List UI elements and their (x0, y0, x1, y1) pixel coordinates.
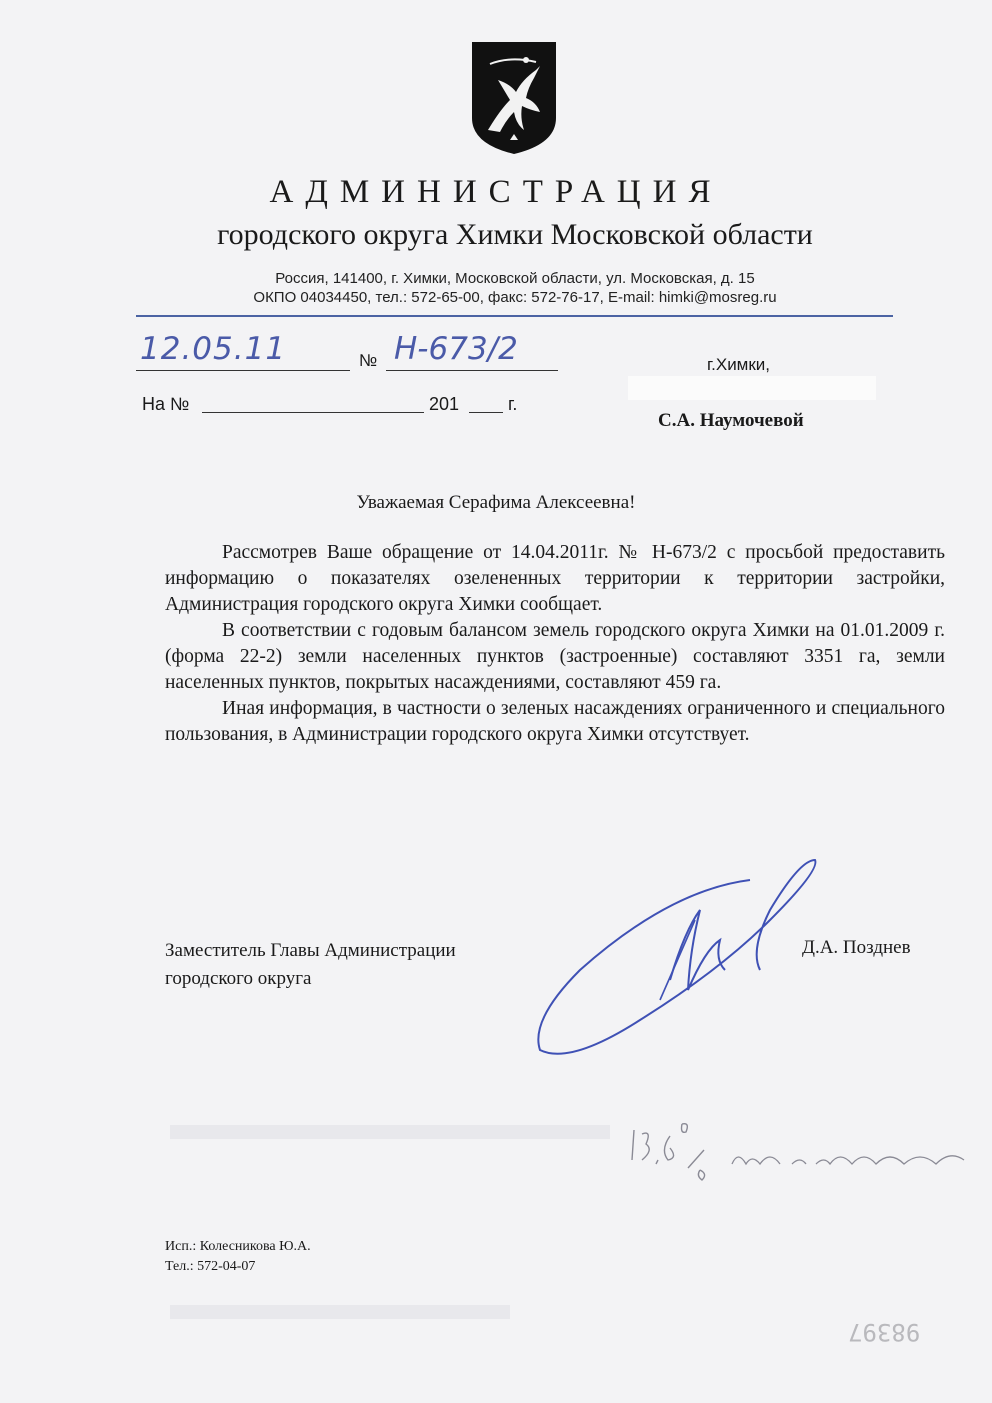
org-subtitle: городского округа Химки Московской области (217, 218, 813, 251)
redacted-area (628, 376, 876, 400)
reply-number-underline (202, 412, 424, 413)
bleed-through-text (170, 1305, 510, 1319)
greeting: Уважаемая Серафима Алексеевна! (356, 492, 636, 513)
reply-number-label: На № (142, 394, 190, 414)
executor-name: Исп.: Колесникова Ю.А. (165, 1239, 311, 1254)
body-paragraph: Рассмотрев Ваше обращение от 14.04.2011г. № Н-673/2 с просьбой предоставить информацию о показателях озелененных территории к территории застройки, Администрация городского округа Химки сообщает. (165, 542, 945, 615)
year-suffix: г. (508, 394, 518, 414)
body-paragraph: Иная информация, в частности о зеленых насаждениях ограниченного и специального пользования, в Администрации городского округа Химки отсутствует. (165, 698, 945, 745)
handwritten-number: Н-673/2 (394, 331, 518, 367)
signatory-title-line: городского округа (165, 968, 312, 989)
number-label: № (359, 351, 378, 370)
executor-phone: Тел.: 572-04-07 (165, 1259, 256, 1274)
letter-body (165, 540, 945, 748)
executor-info (165, 1237, 311, 1277)
bleed-through-text (170, 1125, 610, 1139)
coat-of-arms-icon (470, 40, 558, 156)
contact-line: ОКПО 04034450, тел.: 572-65-00, факс: 572-76-17, E-mail: himki@mosreg.ru (253, 289, 777, 306)
number-underline (386, 370, 558, 371)
signatory-title-line: Заместитель Главы Администрации (165, 940, 456, 961)
header-rule (136, 315, 893, 317)
org-title: АДМИНИСТРАЦИЯ (269, 174, 723, 210)
handwritten-note-icon (620, 1120, 980, 1200)
signature-icon (520, 850, 840, 1070)
stamp-number: 98397 (848, 1318, 921, 1346)
year-underline (469, 412, 503, 413)
signatory-name: Д.А. Позднев (802, 937, 911, 958)
year-label: 201 (429, 394, 460, 414)
body-paragraph: В соответствии с годовым балансом земель городского округа Химки на 01.01.2009 г. (форма 22-2) земли населенных пунктов (застроенные) составляют 3351 га, земли населенных пунктов, покрытых насаждениями, составляют 459 га. (165, 620, 945, 693)
city: г.Химки, (707, 355, 771, 374)
handwritten-date: 12.05.11 (140, 331, 287, 367)
signatory-title (165, 937, 456, 993)
address-line: Россия, 141400, г. Химки, Московской области, ул. Московская, д. 15 (275, 270, 755, 287)
recipient: С.А. Наумочевой (658, 410, 804, 431)
date-underline (136, 370, 350, 371)
